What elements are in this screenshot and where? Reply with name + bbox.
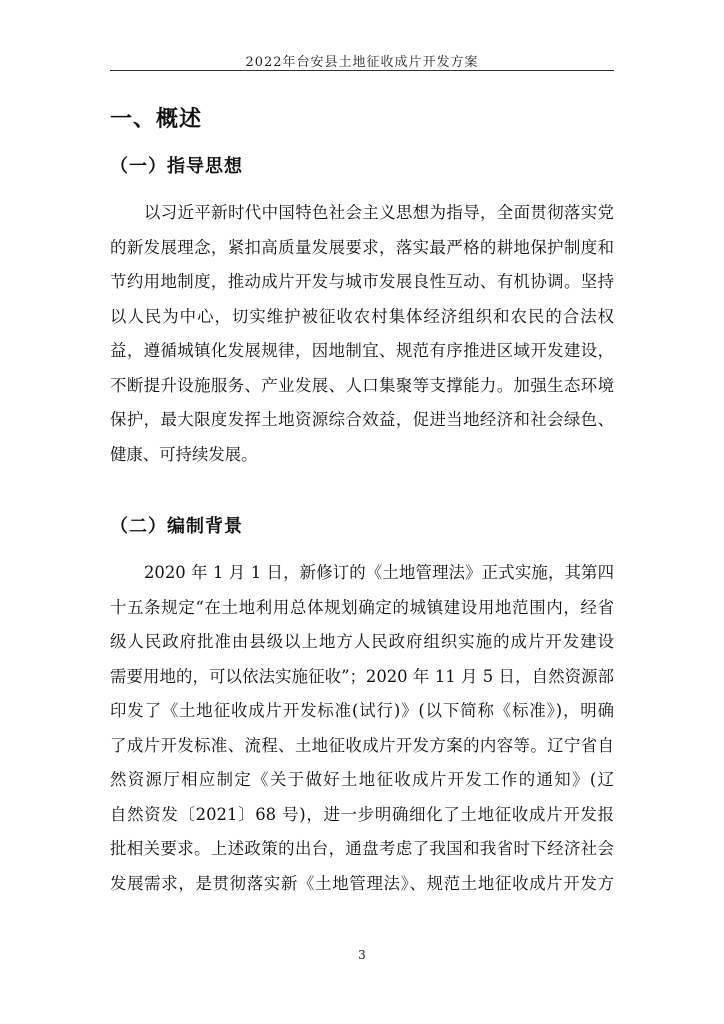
text-line: 级人民政府批准由县级以上地方人民政府组织实施的成片开发建设 (110, 632, 614, 651)
subsection-heading-background: （二）编制背景 (110, 516, 243, 537)
text-line: 以习近平新时代中国特色社会主义思想为指导，全面贯彻落实党 (144, 203, 614, 222)
page-number: 3 (358, 948, 366, 962)
text-line: 十五条规定“在土地利用总体规划确定的城镇建设用地范围内，经省 (110, 597, 614, 617)
text-line: 不断提升设施服务、产业发展、人口集聚等支撑能力。加强生态环境 (110, 375, 614, 395)
text-line: 2020 年 1 月 1 日，新修订的《土地管理法》正式实施，其第四 (144, 563, 614, 582)
paragraph-guiding-ideology (110, 196, 614, 472)
text-line: 自然资发〔2021〕68 号)，进一步明确细化了土地征收成片开发报 (110, 804, 614, 824)
text-line: 益，遵循城镇化发展规律，因地制宜、规范有序推进区域开发建设， (110, 341, 614, 360)
section-heading: 一、概述 (110, 107, 203, 132)
text-line: 节约用地制度，推动成片开发与城市发展良性互动、有机协调。坚持 (110, 272, 614, 291)
subsection-heading-guiding-ideology: （一）指导思想 (110, 156, 243, 177)
text-line: 健康、可持续发展。 (110, 444, 258, 464)
header-rule (110, 70, 614, 71)
paragraph-background (110, 556, 614, 901)
text-line: 发展需求，是贯彻落实新《土地管理法》、规范土地征收成片开发方 (110, 873, 614, 893)
text-line: 需要用地的，可以依法实施征收”；2020 年 11 月 5 日，自然资源部 (110, 666, 614, 686)
text-line: 的新发展理念，紧扣高质量发展要求，落实最严格的耕地保护制度和 (110, 237, 614, 257)
text-line: 印发了《土地征收成片开发标准(试行)》(以下简称《标准》)，明确 (110, 701, 614, 720)
running-header: 2022年台安县土地征收成片开发方案 (245, 55, 479, 70)
text-line: 了成片开发标准、流程、土地征收成片开发方案的内容等。辽宁省自 (110, 735, 614, 755)
text-line: 批相关要求。上述政策的出台，通盘考虑了我国和我省时下经济社会 (110, 839, 614, 858)
text-line: 保护，最大限度发挥土地资源综合效益，促进当地经济和社会绿色、 (110, 410, 614, 429)
text-line: 以人民为中心，切实维护被征收农村集体经济组织和农民的合法权 (110, 306, 614, 326)
text-line: 然资源厅相应制定《关于做好土地征收成片开发工作的通知》(辽 (110, 770, 614, 789)
